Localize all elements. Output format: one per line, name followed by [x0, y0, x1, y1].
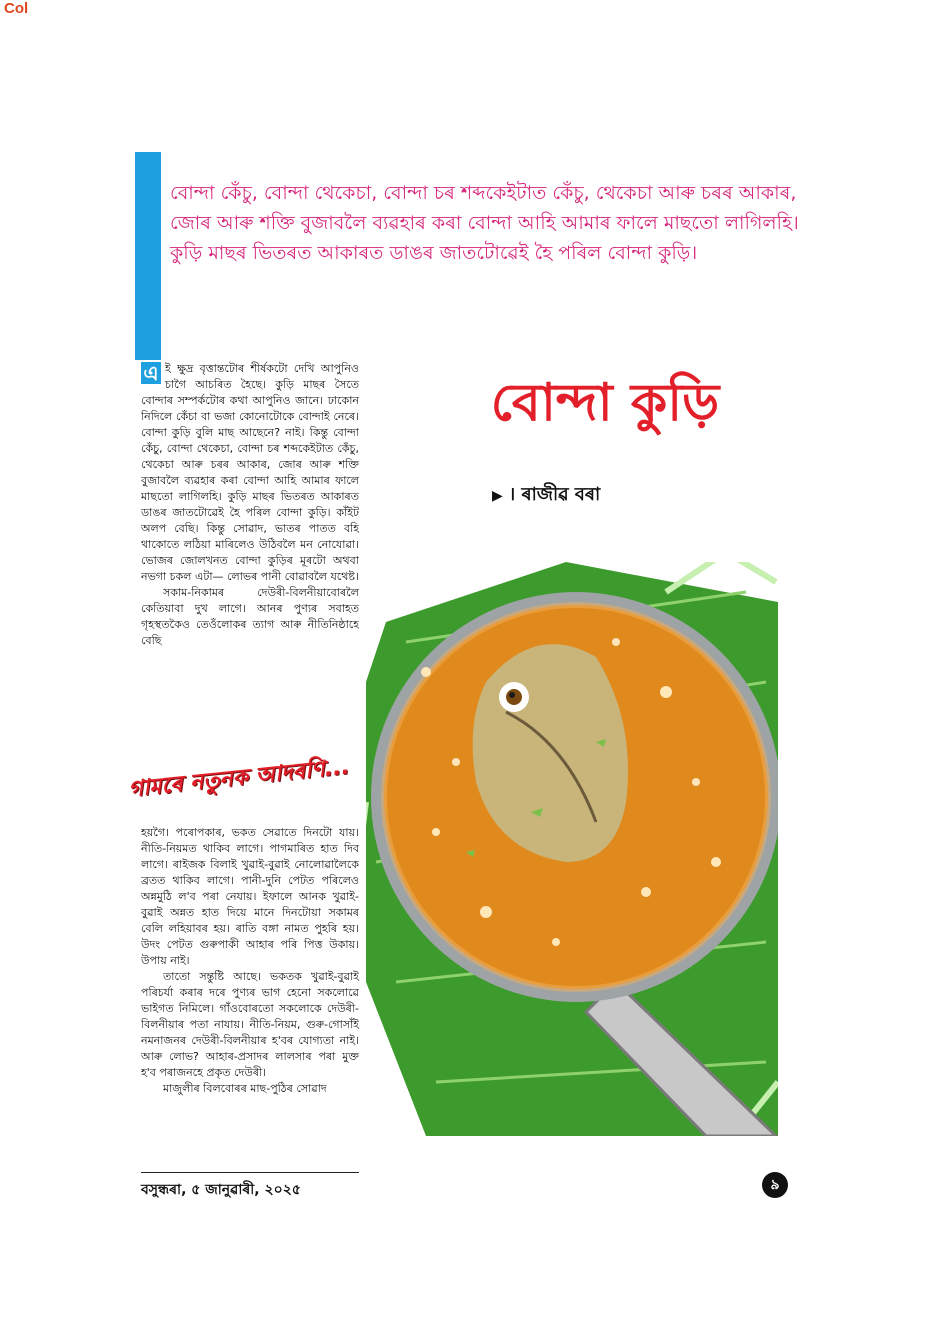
- pull-quote: গামৰে নতুনক আদৰণি...: [127, 754, 351, 803]
- footer-publication: বসুন্ধৰা, ৫ জানুৱাৰী, ২০২৫: [141, 1182, 301, 1198]
- body-column-2: [141, 825, 359, 1165]
- intro-blurb: বোন্দা কেঁচু, বোন্দা থেকেচা, বোন্দা চৰ শব্দকেইটাত কেঁচু, থেকেচা আৰু চৰৰ আকাৰ, জোৰ আৰু শক্তি বুজাবলৈ ব্যৱহাৰ কৰা বোন্দা আহি আমাৰ ফালে মাছতো লাগিলহি। কুড়ি মাছৰ ভিতৰত আকাৰত ডাঙৰ জাতটোৱেই হৈ পৰিল বোন্দা কুড়ি।: [170, 182, 799, 264]
- lead-paragraph-text: ই ক্ষুদ্ৰ বৃত্তান্তটোৰ শীৰ্ষকটো দেখি আপুনিও চাগৈ আচৰিত হৈছে। কুড়ি মাছৰ সৈতে বোন্দাৰ সম্পৰ্কটোৰ কথা আপুনিও জানে। ঢাকোন নিদিলে কেঁচা বা ভজা কোনোটোকে বোন্দাই নেৰে। বোন্দা কুড়ি বুলি মাছ আছেনে? নাই। কিন্তু বোন্দা কেঁচু, বোন্দা থেকেচা, বোন্দা চৰ শব্দকেইটাত কেঁচু, থেকেচা আৰু চৰৰ আকাৰ, জোৰ আৰু শক্তি বুজাবলৈ ব্যৱহাৰ কৰা বোন্দা আহি আমাৰ ফালে মাছতো লাগিলহি। কুড়ি মাছৰ ভিতৰত আকাৰত ডাঙৰ জাতটোৱেই হৈ পৰিল বোন্দা কুড়ি। কাঁইট অলপ বেছি। কিন্তু সোৱাদ, ভাতৰ পাতত বহি থাকোতে লঠিয়া মাৰিলেও উঠিবলৈ মন নোযোৱা। ভোজৰ জোলখনত বোন্দা কুড়িৰ মূৰটো অথবা নভগা চকল এটা— লোভৰ পানী বোৱাবলৈ যথেষ্ট।: [141, 362, 359, 583]
- article-title: বোন্দা কুড়ি: [490, 373, 720, 433]
- byline: [492, 480, 600, 511]
- intro-accent-bar: [135, 152, 161, 360]
- drop-cap: এ: [141, 362, 161, 384]
- body-paragraph: মাজুলীৰ বিলবোৰৰ মাছ-পুঠিৰ সোৱাদ: [163, 1082, 327, 1095]
- body-paragraph: হয়গৈ। পৰোপকাৰ, ভকত সেৱাতে দিনটো যায়। নীতি-নিয়মত থাকিব লাগে। পাগমাৰিত হাত দিব লাগে। ৰাইজক বিলাই খুৱাই-বুৱাই নোলোৱালৈকে ব্ৰতত থাকিব লাগে। পানী-দুনি পেটত পৰিলেও অন্নমুঠি ল'ব পৰা নেযায়। ইফালে আনক খুৱাই-বুৱাই অন্নত হাত দিয়ে মানে দিনটোয়া সকামৰ বেলি লহিয়াবৰ হয়। ৰাতি বঙ্গা নামত পুহৰি হয়। উদং পেটত গুৰুপাকী আহাৰ পৰি পিত্ত উকায়। উপায় নাই।: [141, 826, 359, 967]
- corner-color-mark: Col: [4, 0, 29, 17]
- body-paragraph: তাতো সন্তুষ্টি আছে। ভকতক খুৱাই-বুৱাই পৰিচৰ্যা কৰাৰ দৰে পুণ্যৰ ভাগ হেনো সকলোৱে ভাইগত নিমিলে। গাঁওবোৰতো সকলোকে দেউৰী-বিলনীয়াৰ পতা নাযায়। নীতি-নিয়ম, গুৰু-গোসাঁই নমনাজনৰ দেউৰী-বিলনীয়াৰ হ'বৰ যোগ্যতা নাই। আৰু লোভ? আহাৰ-প্ৰসাদৰ লালসাৰ পৰা মুক্ত হ'ব পৰাজনহে প্ৰকৃত দেউৰী।: [141, 970, 359, 1079]
- fish-curry-illustration: [366, 562, 778, 1136]
- author-name: । ৰাজীৱ বৰা: [508, 484, 601, 505]
- body-column-1: [141, 361, 359, 739]
- body-paragraph: সকাম-নিকামৰ দেউৰী-বিলনীয়াবোৰলৈ কেতিয়াবা দুখ লাগে। আনৰ পুণ্যৰ সবাহত গৃহস্থতকৈও তেওঁলোকৰ ত্যাগ আৰু নীতিনিষ্ঠাহে বেছি: [141, 586, 359, 647]
- page-number: ৯: [762, 1172, 788, 1198]
- lead-paragraph: [141, 361, 359, 585]
- footer-rule: [141, 1172, 359, 1173]
- play-triangle-icon: ▶: [492, 488, 503, 504]
